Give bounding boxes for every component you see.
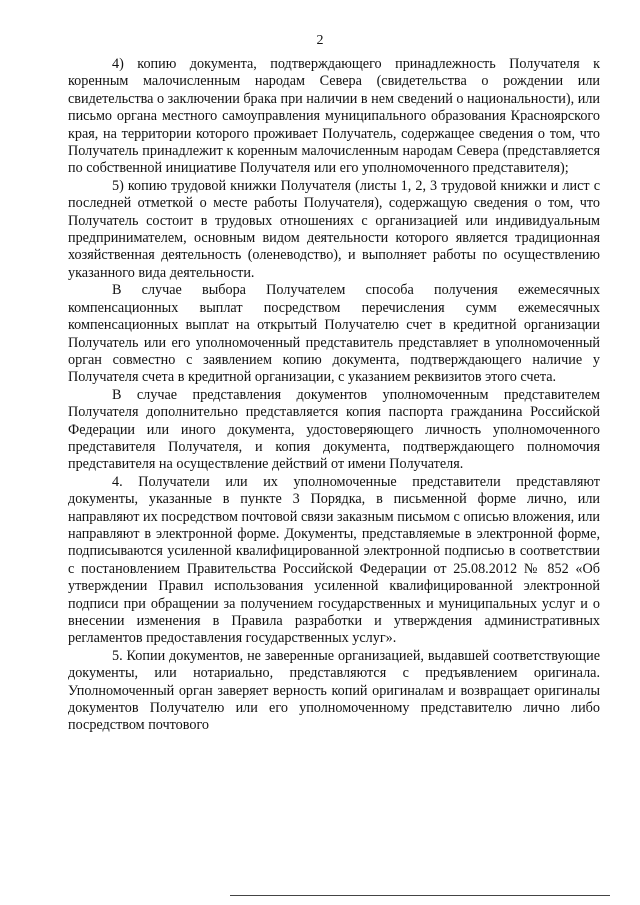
paragraph-clause-5: 5. Копии документов, не заверенные организацией, выдавшей соответствующие документы, или нотариально, представляются с предъявлением оригинала. Уполномоченный орган заверяет верность копий оригиналам и возвращает оригиналы документов Получателю или его уполномоченному представителю лично либо посредством почтового	[68, 647, 600, 734]
paragraph-bank-account: В случае выбора Получателем способа получения ежемесячных компенсационных выплат посредством перечисления сумм ежемесячных компенсационных выплат на открытый Получателю счет в кредитной организации Получатель или его уполномоченный представитель представляет в уполномоченный орган совместно с заявлением копию документа, подтверждающего наличие у Получателя счета в кредитной организации, с указанием реквизитов этого счета.	[68, 282, 600, 386]
paragraph-item-5: 5) копию трудовой книжки Получателя (листы 1, 2, 3 трудовой книжки и лист с последней отметкой о месте работы Получателя), содержащую сведения о том, что Получатель состоит в трудовых отношениях с организацией или индивидуальным предпринимателем, основным видом деятельности которого является традиционная хозяйственная деятельность (оленеводство), и выполняет работы по осуществлению указанного вида деятельности.	[68, 177, 600, 281]
paragraph-representative: В случае представления документов уполномоченным представителем Получателя дополнительно представляется копия паспорта гражданина Российской Федерации или иного документа, удостоверяющего личность уполномоченного представителя Получателя, и копия документа, подтверждающего полномочия представителя на осуществление действий от имени Получателя.	[68, 386, 600, 473]
paragraph-item-4: 4) копию документа, подтверждающего принадлежность Получателя к коренным малочисленным народам Севера (свидетельства о рождении или свидетельства о заключении брака при наличии в нем сведений о национальности), или письмо органа местного самоуправления муниципального образования Красноярского края, на территории которого проживает Получатель, содержащее сведения о том, что Получатель принадлежит к коренным малочисленным народам Севера (представляется по собственной инициативе Получателя или его уполномоченного представителя);	[68, 56, 600, 177]
paragraph-clause-4: 4. Получатели или их уполномоченные представители представляют документы, указанные в пункте 3 Порядка, в письменной форме лично, или направляют их посредством почтовой связи заказным письмом с описью вложения, или направляют в электронной форме. Документы, представляемые в электронной форме, подписываются усиленной квалифицированной электронной подписью в соответствии с постановлением Правительства Российской Федерации от 25.08.2012 № 852 «Об утверждении Правил использования усиленной квалифицированной электронной подписи при обращении за получением государственных и муниципальных услуг и о внесении изменения в Правила разработки и утверждения административных регламентов предоставления государственных услуг».	[68, 473, 600, 647]
bottom-divider	[230, 895, 610, 896]
page-number: 2	[316, 33, 324, 48]
document-body	[68, 56, 600, 735]
